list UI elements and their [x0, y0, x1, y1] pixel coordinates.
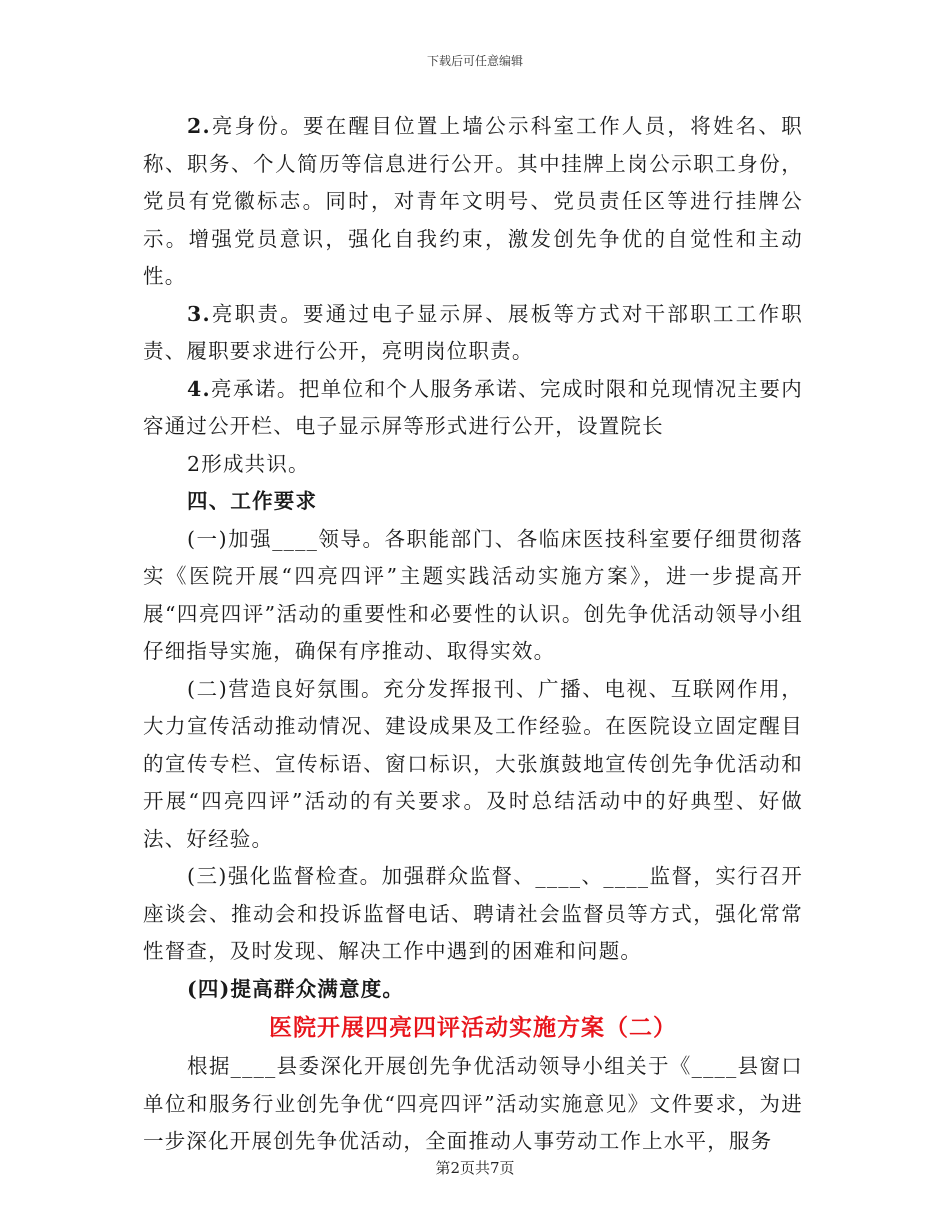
paragraph-requirement-1: (一)加强____领导。各职能部门、各临床医技科室要仔细贯彻落实《医院开展“四亮四评”主题实践活动实施方案》，进一步提高开展“四亮四评”活动的重要性和必要性的认识。创先争优活动领导小组仔细指导实施，确保有序推动、取得实效。	[143, 526, 803, 663]
paragraph-gongshi: 2形成共识。	[187, 451, 310, 476]
document-body	[143, 108, 803, 1161]
paragraph-requirement-4: (四)提高群众满意度。	[187, 976, 405, 1001]
section-title: 医院开展四亮四评活动实施方案（二）	[269, 1014, 677, 1041]
paragraph-text: 亮职责。要通过电子显示屏、展板等方式对干部职工工作职责、履职要求进行公开，亮明岗位职责。	[143, 301, 803, 363]
paragraph-intro: 根据____县委深化开展创先争优活动领导小组关于《____县窗口单位和服务行业创先争优“四亮四评”活动实施意见》文件要求，为进一步深化开展创先争优活动，全面推动人事劳动工作上水平，服务	[143, 1054, 803, 1153]
paragraph-text: 亮身份。要在醒目位置上墙公示科室工作人员，将姓名、职称、职务、个人简历等信息进行公开。其中挂牌上岗公示职工身份，党员有党徽标志。同时，对青年文明号、党员责任区等进行挂牌公示。增强党员意识，强化自我约束，激发创先争优的自觉性和主动性。	[143, 114, 803, 288]
section-heading-work-requirements: 四、工作要求	[187, 489, 318, 513]
page-footer: 第2页共7页	[435, 1159, 515, 1177]
paragraph-text: 亮承诺。把单位和个人服务承诺、完成时限和兑现情况主要内容通过公开栏、电子显示屏等形式进行公开，设置院长	[143, 376, 803, 438]
paragraph-requirement-3: (三)强化监督检查。加强群众监督、____、____监督，实行召开座谈会、推动会和投诉监督电话、聘请社会监督员等方式，强化常常性督查，及时发现、解决工作中遇到的困难和问题。	[143, 864, 803, 963]
item-number: 2.	[187, 114, 211, 138]
paragraph-liang-zhize	[143, 296, 803, 371]
page-header: 下载后可任意编辑	[426, 54, 523, 68]
item-number: 4.	[187, 376, 211, 401]
paragraph-liang-chengnuo	[143, 371, 803, 446]
item-number: 3.	[187, 301, 211, 326]
paragraph-requirement-2: (二)营造良好氛围。充分发挥报刊、广播、电视、互联网作用，大力宣传活动推动情况、建设成果及工作经验。在医院设立固定醒目的宣传专栏、宣传标语、窗口标识，大张旗鼓地宣传创先争优活动和开展“四亮四评”活动的有关要求。及时总结活动中的好典型、好做法、好经验。	[143, 676, 803, 851]
paragraph-liang-shenfen	[143, 108, 803, 296]
